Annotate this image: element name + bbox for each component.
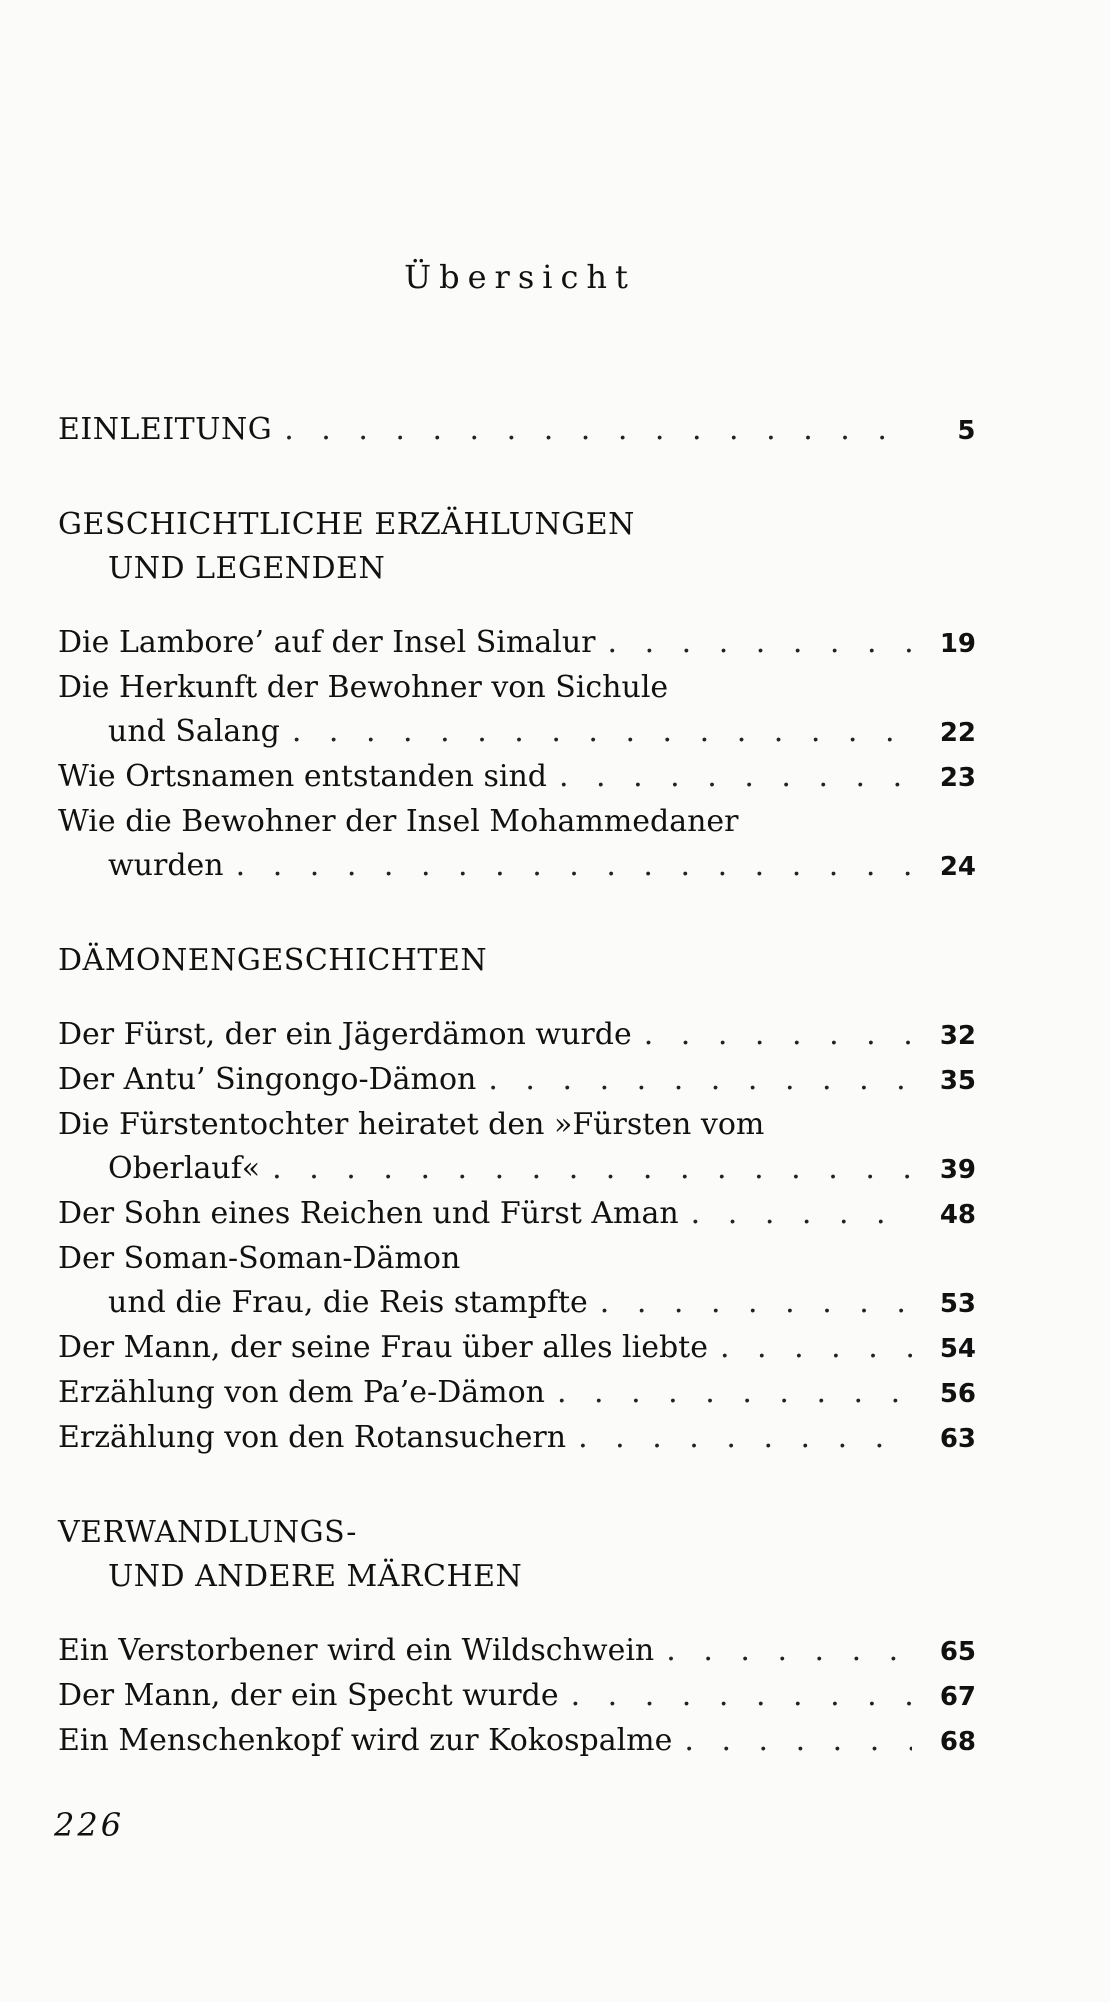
entry-page-number: 67 [939, 1682, 976, 1712]
entry-page-number: 56 [939, 1379, 976, 1409]
section-heading-line: UND LEGENDEN [108, 551, 386, 586]
dot-leader [557, 1371, 912, 1415]
entry-title-line: Erzählung von dem Pa’e-Dämon [58, 1375, 545, 1410]
section-heading-line: GESCHICHTLICHE ERZÄHLUNGEN [58, 507, 635, 542]
dot-leader [691, 1192, 912, 1236]
entry-last-line [58, 710, 976, 755]
entry-title-line: Der Sohn eines Reichen und Fürst Aman [58, 1196, 679, 1231]
dot-leader [559, 755, 912, 799]
entry-title-line: Der Antu’ Singongo-Dämon [58, 1062, 477, 1097]
dot-leader [644, 1013, 912, 1057]
toc-entry [58, 1416, 976, 1461]
entry-page-number: 19 [939, 629, 976, 659]
entry-last-line [58, 1058, 976, 1103]
toc-entry [58, 1237, 976, 1326]
section-heading-text: EINLEITUNG [58, 412, 273, 447]
entry-last-line [58, 1326, 976, 1371]
entry-last-line [58, 1719, 976, 1764]
entry-last-line [58, 1147, 976, 1192]
entry-page-number: 68 [939, 1727, 976, 1757]
entry-title-line: Wie die Bewohner der Insel Mohammedaner [58, 804, 739, 839]
section-heading-line: UND ANDERE MÄRCHEN [108, 1559, 523, 1594]
toc-entry [58, 1103, 976, 1192]
toc-section [58, 939, 976, 1461]
dot-leader [684, 1719, 912, 1763]
entry-list [58, 621, 976, 889]
section-heading [58, 503, 976, 591]
entry-title-line: Ein Verstorbener wird ein Wildschwein [58, 1633, 655, 1668]
entry-title-line: und Salang [108, 714, 280, 749]
dot-leader [488, 1058, 912, 1102]
toc-entry [58, 1719, 976, 1764]
entry-page-number: 35 [939, 1066, 976, 1096]
page-number: 226 [54, 1806, 125, 1844]
dot-leader [292, 710, 912, 754]
dot-leader [608, 621, 913, 665]
entry-last-line [58, 1674, 976, 1719]
toc-entry [58, 1013, 976, 1058]
entry-page-number: 24 [939, 852, 976, 882]
entry-title-line: Die Fürstentochter heiratet den »Fürsten vom [58, 1107, 765, 1142]
section-heading [58, 1511, 976, 1599]
entry-last-line [58, 1192, 976, 1237]
table-of-contents [58, 408, 976, 1764]
page-title: Übersicht [404, 258, 636, 296]
entry-title-line: Der Fürst, der ein Jägerdämon wurde [58, 1017, 632, 1052]
entry-list [58, 1013, 976, 1461]
section-page-number: 5 [957, 416, 976, 446]
entry-last-line [58, 755, 976, 800]
entry-page-number: 23 [939, 763, 976, 793]
entry-title-line: wurden [108, 848, 224, 883]
dot-leader [600, 1281, 912, 1325]
toc-entry [58, 800, 976, 889]
dot-leader [236, 844, 912, 888]
entry-title-line: und die Frau, die Reis stampfte [108, 1285, 588, 1320]
toc-entry [58, 755, 976, 800]
entry-page-number: 48 [939, 1200, 976, 1230]
entry-title-line: Oberlauf« [108, 1151, 261, 1186]
entry-last-line [58, 844, 976, 889]
entry-last-line [58, 1013, 976, 1058]
entry-title-line: Der Soman-Soman-Dämon [58, 1241, 461, 1276]
toc-section [58, 503, 976, 889]
entry-last-line [58, 1416, 976, 1461]
entry-title-line: Der Mann, der ein Specht wurde [58, 1678, 559, 1713]
toc-entry [58, 1674, 976, 1719]
entry-title-line: Erzählung von den Rotansuchern [58, 1420, 567, 1455]
dot-leader [571, 1674, 912, 1718]
toc-section [58, 408, 976, 453]
entry-last-line [58, 1281, 976, 1326]
dot-leader [578, 1416, 912, 1460]
dot-leader [666, 1629, 912, 1673]
toc-entry [58, 621, 976, 666]
section-heading-line: DÄMONENGESCHICHTEN [58, 943, 488, 978]
entry-last-line [58, 1629, 976, 1674]
entry-title-line: Die Lambore’ auf der Insel Simalur [58, 625, 596, 660]
entry-page-number: 65 [939, 1637, 976, 1667]
toc-entry [58, 1629, 976, 1674]
entry-last-line [58, 621, 976, 666]
entry-page-number: 32 [939, 1021, 976, 1051]
entry-page-number: 63 [939, 1424, 976, 1454]
toc-section [58, 1511, 976, 1764]
entry-title-line: Wie Ortsnamen entstanden sind [58, 759, 547, 794]
entry-page-number: 53 [939, 1289, 976, 1319]
entry-title-line: Ein Menschenkopf wird zur Kokospalme [58, 1723, 673, 1758]
entry-last-line [58, 1371, 976, 1416]
entry-title-line: Die Herkunft der Bewohner von Sichule [58, 670, 669, 705]
entry-page-number: 22 [939, 718, 976, 748]
toc-entry [58, 1326, 976, 1371]
entry-page-number: 54 [939, 1334, 976, 1364]
toc-entry [58, 1371, 976, 1416]
section-heading [58, 939, 976, 983]
entry-page-number: 39 [939, 1155, 976, 1185]
section-heading [58, 408, 976, 453]
dot-leader [720, 1326, 912, 1370]
toc-entry [58, 1058, 976, 1103]
toc-entry [58, 666, 976, 755]
entry-title-line: Der Mann, der seine Frau über alles liebte [58, 1330, 708, 1365]
dot-leader [272, 1147, 912, 1191]
entry-list [58, 1629, 976, 1764]
section-heading-line: VERWANDLUNGS- [58, 1515, 357, 1550]
toc-entry [58, 1192, 976, 1237]
dot-leader [284, 408, 912, 452]
